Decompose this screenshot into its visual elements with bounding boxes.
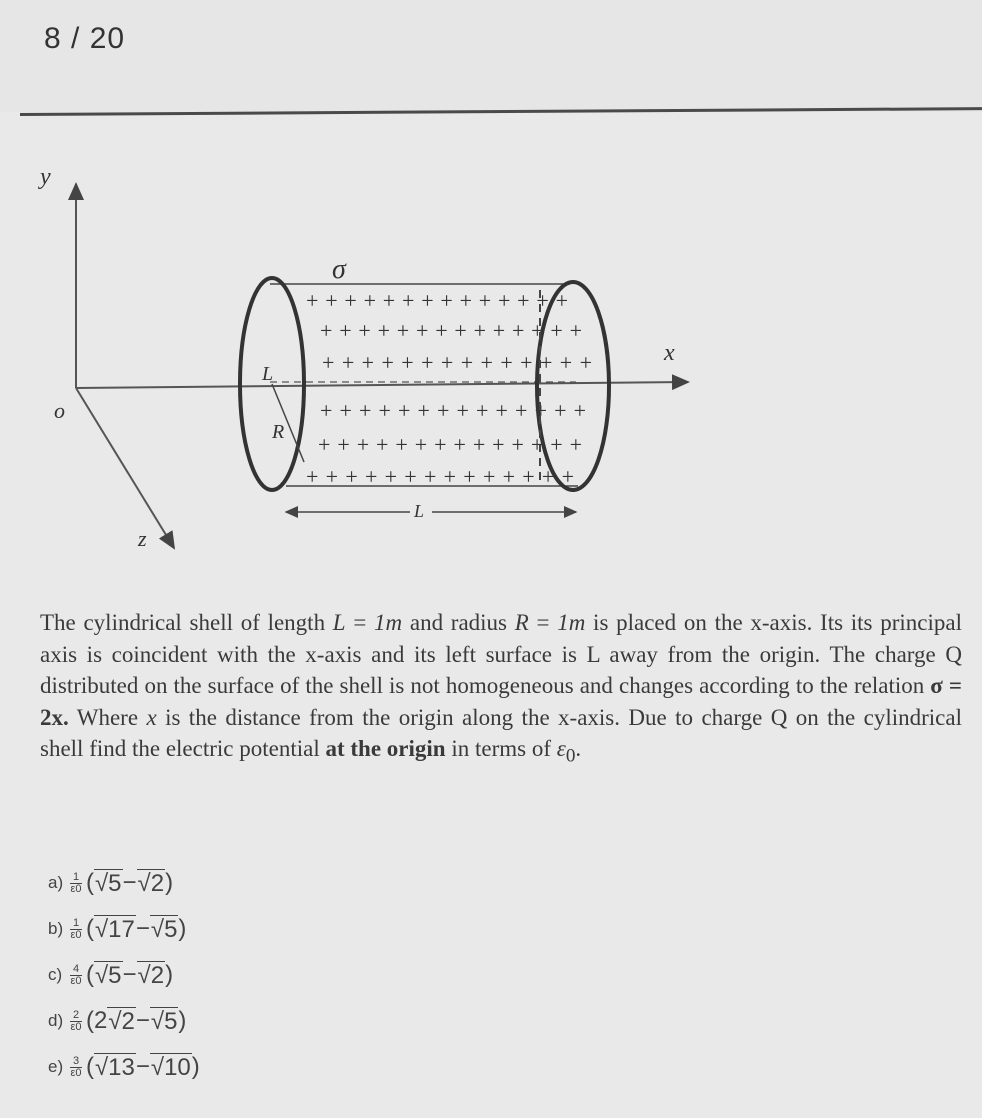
top-bar [0,0,982,112]
x-axis-label: x [664,340,675,366]
z-axis-label: z [138,526,147,551]
charge-row: ++++++++++++++ [322,350,592,375]
charge-row: ++++++++++++++ [320,398,586,423]
sigma-label: σ [332,254,346,285]
cylinder-diagram [0,150,982,570]
option-d[interactable]: d) $\frac{2}{\varepsilon 0}$ (2 √2 − √5 ) [48,1007,187,1035]
option-b[interactable]: b) $\frac{1}{\varepsilon 0}$ ( √17 − √5 ) [48,915,187,943]
charge-row: ++++++++++++++ [306,464,574,489]
charge-row: ++++++++++++++ [320,318,582,343]
label-R: R [272,421,285,443]
charge-row: ++++++++++++++ [306,288,568,313]
y-axis-label: y [40,164,51,190]
option-c[interactable]: c) $\frac{4}{\varepsilon 0}$ ( √5 − √2 ) [48,961,174,989]
option-a[interactable]: a) $\frac{1}{\varepsilon 0}$ ( √5 − √2 ) [48,869,174,897]
answer-options [48,860,200,1090]
charge-row: ++++++++++++++ [318,432,582,457]
question-counter: 8 / 20 [44,22,126,55]
option-e[interactable]: e) $\frac{3}{\varepsilon 0}$ ( √13 − √10 ) [48,1053,200,1081]
label-left-L: L [262,363,274,385]
x-axis [76,382,688,388]
z-axis [76,388,174,548]
origin-label: o [54,398,65,423]
problem-text: The cylindrical shell of length L = 1m and radius R = 1m is placed on the x-axis. Its its principal axis is coincident with the x-axis and its left surface is L away from the origin. The charge Q distributed on the surface of the shell is not homogeneous and changes according to the relation σ = 2x. Where x is the distance from the origin along the x-axis. Due to charge Q on the cylindrical shell find the electric potential at the origin in terms of $\varepsilon_0$. [40,610,962,767]
right-cap [537,282,609,490]
label-length-L: L [414,501,425,521]
